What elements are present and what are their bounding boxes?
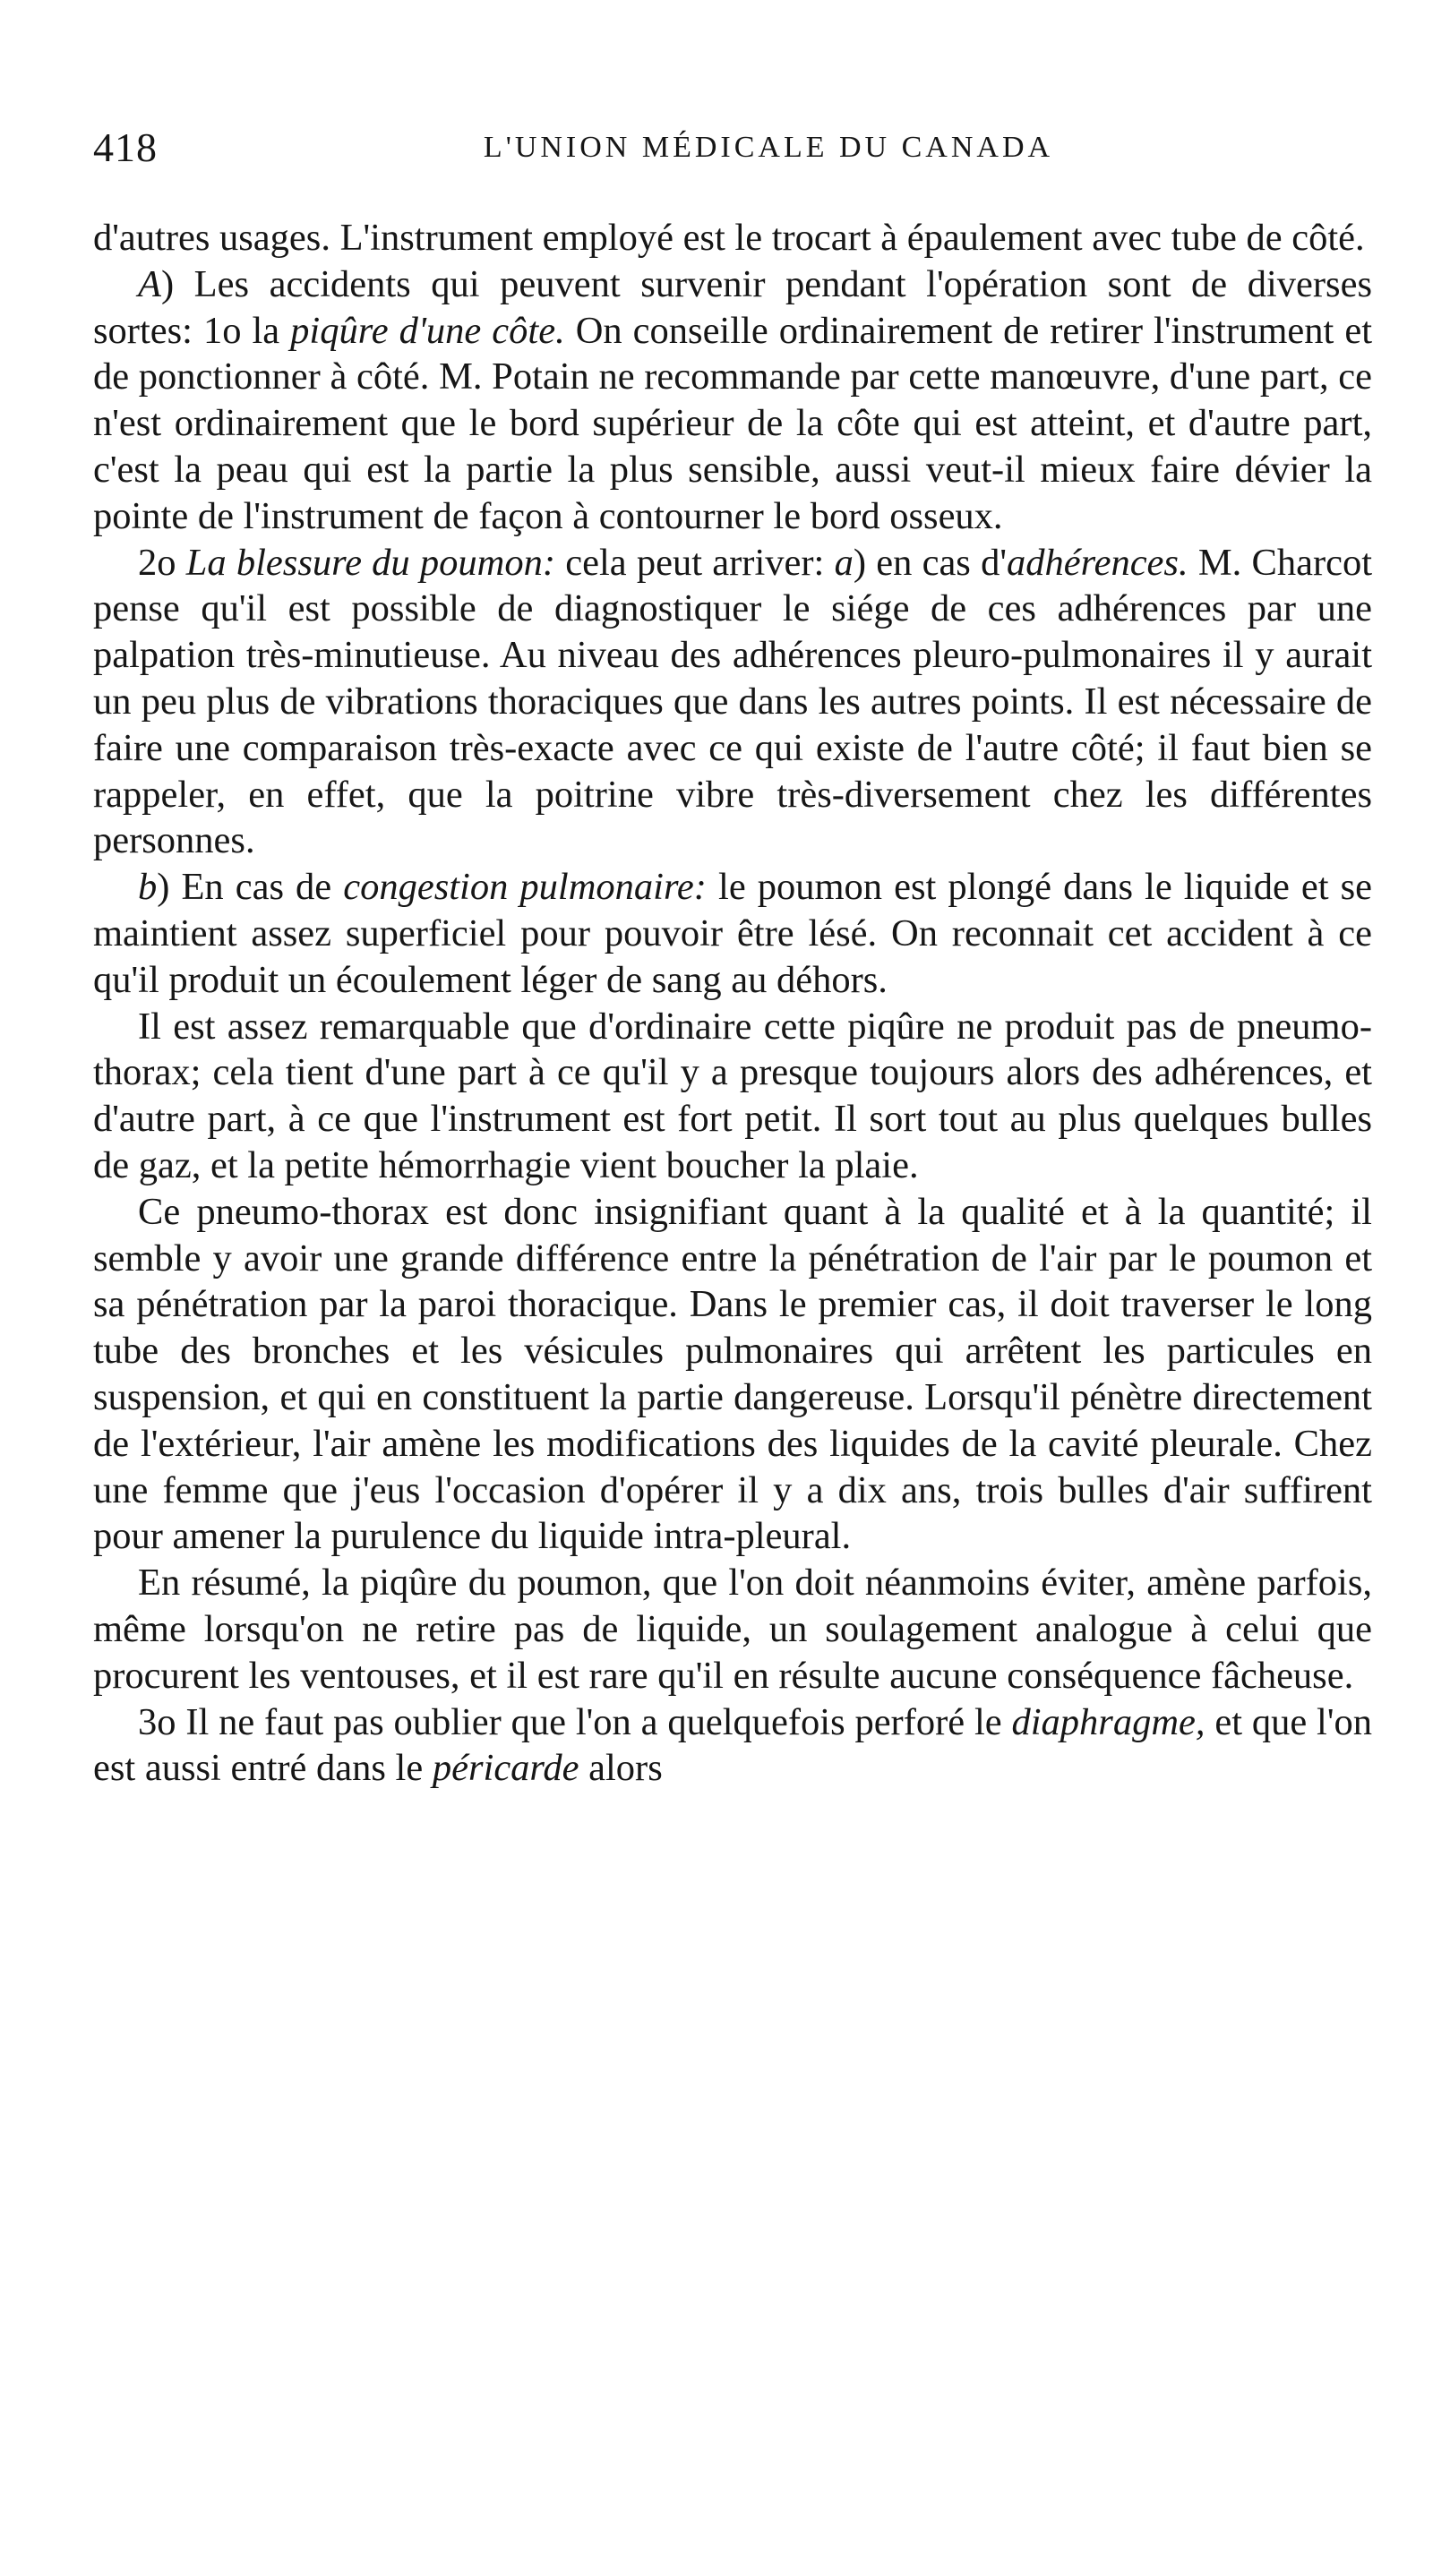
paragraph: [93, 1189, 1372, 1560]
text-run: On conseille ordinairement de retirer l'instrument et de ponctionner à côté. M. Potain ne recommande par cette manœuvre, d'une part, ce n'est ordinairement que le bord supérieur de la côte qui est atteint, et d'autre part, c'est la peau qui est la partie la plus sensible, aussi veut-il mieux faire dévier la pointe de l'instrument de façon à contourner le bord osseux.: [93, 309, 1372, 537]
text-run: 3o Il ne faut pas oublier que l'on a quelquefois perforé le: [138, 1700, 1012, 1743]
italic-text: A: [138, 262, 161, 305]
document-page: [93, 124, 1372, 1792]
page-header: [93, 124, 1372, 177]
text-run: d'autres usages. L'instrument employé est le trocart à épaulement avec tube de côté.: [93, 217, 1365, 259]
text-run: ) En cas de: [157, 866, 344, 909]
italic-text: a: [834, 541, 854, 584]
text-run: En résumé, la piqûre du poumon, que l'on doit néanmoins éviter, amène parfois, même lorsqu'on ne retire pas de liquide, un soulagement analogue à celui que procurent les ventouses, et il est rare qu'il en résulte aucune conséquence fâcheuse.: [93, 1562, 1372, 1697]
paragraph: [93, 1560, 1372, 1699]
page-number: 418: [93, 124, 158, 170]
running-title: L'UNION MÉDICALE DU CANADA: [483, 131, 1054, 164]
text-run: ) en cas d': [853, 541, 1007, 584]
text-run: 2o: [138, 541, 186, 584]
text-run: Il est assez remarquable que d'ordinaire cette piqûre ne produit pas de pneumo-thorax; cela tient d'une part à ce qu'il y a presque toujours alors des adhérences, et d'autre part, à ce que l'instrument est fort petit. Il sort tout au plus quelques bulles de gaz, et la petite hémorrhagie vient boucher la plaie.: [93, 1005, 1372, 1186]
text-run: le poumon est plongé dans le liquide et se maintient assez superficiel pour pouvoir être lésé. On reconnait cet accident à ce qu'il produit un écoulement léger de sang au déhors.: [93, 866, 1373, 1001]
body-text: [93, 215, 1372, 1792]
italic-text: La blessure du poumon:: [185, 541, 556, 584]
italic-text: congestion pulmonaire:: [343, 866, 707, 909]
text-run: alors: [579, 1747, 663, 1790]
italic-text: piqûre d'une côte.: [290, 309, 565, 352]
paragraph: [93, 540, 1372, 865]
italic-text: b: [138, 866, 158, 909]
italic-text: péricarde: [432, 1747, 579, 1790]
text-run: Ce pneumo-thorax est donc insignifiant quant à la qualité et à la quantité; il semble y avoir une grande différence entre la pénétration de l'air par le poumon et sa pénétration par la paroi thoracique. Dans le premier cas, il doit traverser le long tube des bronches et les vésicules pulmonaires qui arrêtent les particules en suspension, et qui en constituent la partie dangereuse. Lorsqu'il pénètre directement de l'extérieur, l'air amène les modifications des liquides de la cavité pleurale. Chez une femme que j'eus l'occasion d'opérer il y a dix ans, trois bulles d'air suffirent pour amener la purulence du liquide intra-pleural.: [93, 1190, 1372, 1558]
italic-text: adhérences.: [1007, 541, 1188, 584]
text-run: cela peut arriver:: [555, 541, 835, 584]
paragraph: [93, 1699, 1372, 1793]
paragraph: [93, 864, 1372, 1003]
italic-text: diaphragme,: [1011, 1700, 1205, 1743]
paragraph: [93, 261, 1372, 540]
text-run: M. Charcot pense qu'il est possible de diagnostiquer le siége de ces adhérences par une palpation très-minutieuse. Au niveau des adhérences pleuro-pulmonaires il y aurait un peu plus de vibrations thoraciques que dans les autres points. Il est nécessaire de faire une comparaison très-exacte avec ce qui existe de l'autre côté; il faut bien se rappeler, en effet, que la poitrine vibre très-diversement chez les différentes personnes.: [93, 541, 1373, 862]
paragraph: [93, 1004, 1372, 1189]
text-run: et que l'on est aussi entré dans le: [93, 1700, 1372, 1790]
text-run: ) Les accidents qui peuvent survenir pendant l'opération sont de diverses sortes: 1o la: [93, 262, 1372, 352]
paragraph: [93, 215, 1372, 261]
